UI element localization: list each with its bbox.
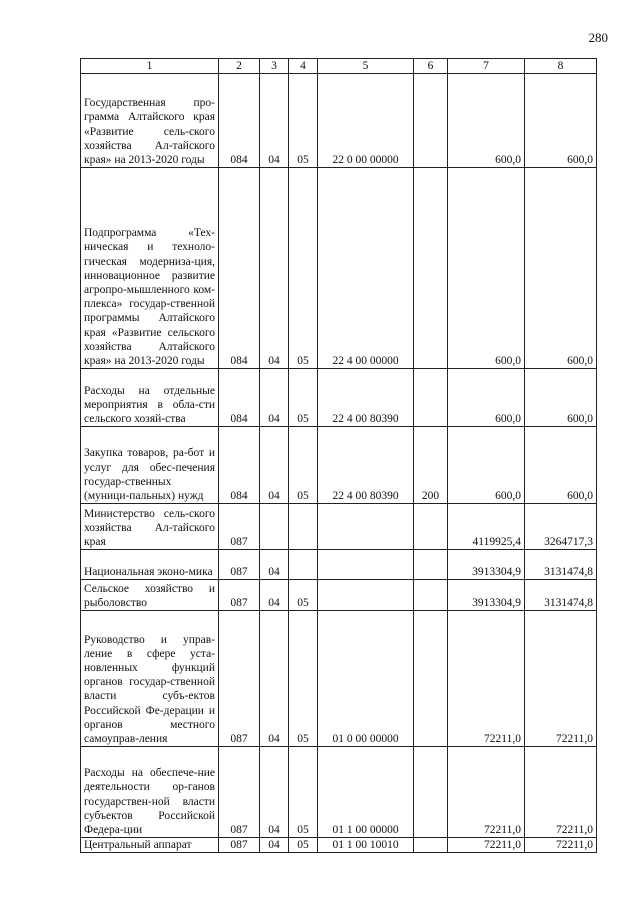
row-name: Подпрограмма «Тех-ническая и техноло-гическая модерниза-ция, инновационное развитие агропро-мышленного ком-плекса» государ-ственной программы Алтайского края «Развитие сельского хозяйства Алтайского края» на 2013-2020 годы (81, 168, 219, 369)
row-code-6 (414, 611, 448, 747)
row-value-7: 4119925,4 (448, 504, 525, 550)
row-code-4: 05 (289, 74, 318, 168)
row-value-8: 3131474,8 (525, 580, 597, 611)
row-value-8: 600,0 (525, 369, 597, 427)
row-value-7: 72211,0 (448, 838, 525, 853)
row-code-2: 084 (219, 168, 260, 369)
table-row (81, 838, 597, 853)
row-value-8: 600,0 (525, 168, 597, 369)
column-header: 4 (289, 59, 318, 74)
row-code-5: 22 4 00 80390 (318, 427, 414, 504)
row-code-4 (289, 550, 318, 580)
row-code-4: 05 (289, 369, 318, 427)
row-name: Министерство сель-ского хозяйства Ал-тайского края (81, 504, 219, 550)
column-header: 3 (260, 59, 289, 74)
page-number: 280 (588, 30, 608, 45)
table-row (81, 427, 597, 504)
row-code-4: 05 (289, 427, 318, 504)
row-code-2: 084 (219, 427, 260, 504)
table-row (81, 369, 597, 427)
row-code-3: 04 (260, 580, 289, 611)
row-value-7: 600,0 (448, 168, 525, 369)
column-header: 6 (414, 59, 448, 74)
row-value-7: 72211,0 (448, 611, 525, 747)
row-value-8: 72211,0 (525, 838, 597, 853)
row-code-6 (414, 580, 448, 611)
row-code-5 (318, 550, 414, 580)
column-header: 5 (318, 59, 414, 74)
table-row (81, 611, 597, 747)
row-value-7: 3913304,9 (448, 550, 525, 580)
row-code-3: 04 (260, 369, 289, 427)
row-code-6 (414, 74, 448, 168)
row-value-8: 3264717,3 (525, 504, 597, 550)
row-code-5: 22 0 00 00000 (318, 74, 414, 168)
row-value-8: 600,0 (525, 427, 597, 504)
table-row (81, 580, 597, 611)
row-code-6 (414, 747, 448, 838)
column-header: 7 (448, 59, 525, 74)
row-name: Государственная про-грамма Алтайского края «Развитие сель-ского хозяйства Ал-тайского края» на 2013-2020 годы (81, 74, 219, 168)
row-name: Расходы на отдельные мероприятия в обла-сти сельского хозяй-ства (81, 369, 219, 427)
row-code-2: 087 (219, 504, 260, 550)
row-code-2: 087 (219, 611, 260, 747)
row-code-6: 200 (414, 427, 448, 504)
row-code-6 (414, 838, 448, 853)
column-header: 1 (81, 59, 219, 74)
table-header-row (81, 59, 597, 74)
row-value-8: 600,0 (525, 74, 597, 168)
row-name: Национальная эконо-мика (81, 550, 219, 580)
row-name: Сельское хозяйство и рыболовство (81, 580, 219, 611)
row-value-7: 3913304,9 (448, 580, 525, 611)
row-code-5: 22 4 00 80390 (318, 369, 414, 427)
row-code-6 (414, 550, 448, 580)
row-code-5 (318, 504, 414, 550)
row-code-4: 05 (289, 838, 318, 853)
table-row (81, 550, 597, 580)
row-code-5 (318, 580, 414, 611)
row-code-2: 087 (219, 838, 260, 853)
row-code-2: 087 (219, 747, 260, 838)
row-code-5: 01 1 00 00000 (318, 747, 414, 838)
table-row (81, 504, 597, 550)
row-code-2: 087 (219, 580, 260, 611)
row-code-6 (414, 168, 448, 369)
column-header: 2 (219, 59, 260, 74)
row-name: Расходы на обеспече-ние деятельности ор-ганов государствен-ной власти субъектов Российской Федера-ции (81, 747, 219, 838)
row-name: Руководство и управ-ление в сфере уста-новленных функций органов государ-ственной власти субъ-ектов Российской Фе-дерации и органов местного самоуправ-ления (81, 611, 219, 747)
row-name: Закупка товаров, ра-бот и услуг для обес-печения государ-ственных (муници-пальных) нужд (81, 427, 219, 504)
row-code-5: 01 0 00 00000 (318, 611, 414, 747)
column-header: 8 (525, 59, 597, 74)
table-row (81, 168, 597, 369)
row-code-3: 04 (260, 168, 289, 369)
table-row (81, 74, 597, 168)
row-code-5: 01 1 00 10010 (318, 838, 414, 853)
row-code-5: 22 4 00 00000 (318, 168, 414, 369)
row-code-3: 04 (260, 550, 289, 580)
row-value-7: 600,0 (448, 74, 525, 168)
row-value-8: 3131474,8 (525, 550, 597, 580)
row-code-3: 04 (260, 838, 289, 853)
row-code-4 (289, 504, 318, 550)
row-code-3: 04 (260, 74, 289, 168)
row-code-4: 05 (289, 611, 318, 747)
row-value-7: 600,0 (448, 427, 525, 504)
row-value-8: 72211,0 (525, 611, 597, 747)
row-code-3: 04 (260, 427, 289, 504)
row-value-8: 72211,0 (525, 747, 597, 838)
row-code-4: 05 (289, 747, 318, 838)
row-code-6 (414, 369, 448, 427)
row-code-6 (414, 504, 448, 550)
row-code-3 (260, 504, 289, 550)
table-row (81, 747, 597, 838)
row-value-7: 600,0 (448, 369, 525, 427)
row-code-4: 05 (289, 168, 318, 369)
budget-table (80, 58, 597, 853)
row-code-3: 04 (260, 611, 289, 747)
row-code-2: 084 (219, 74, 260, 168)
row-value-7: 72211,0 (448, 747, 525, 838)
row-code-2: 087 (219, 550, 260, 580)
row-code-4: 05 (289, 580, 318, 611)
row-name: Центральный аппарат (81, 838, 219, 853)
row-code-3: 04 (260, 747, 289, 838)
row-code-2: 084 (219, 369, 260, 427)
